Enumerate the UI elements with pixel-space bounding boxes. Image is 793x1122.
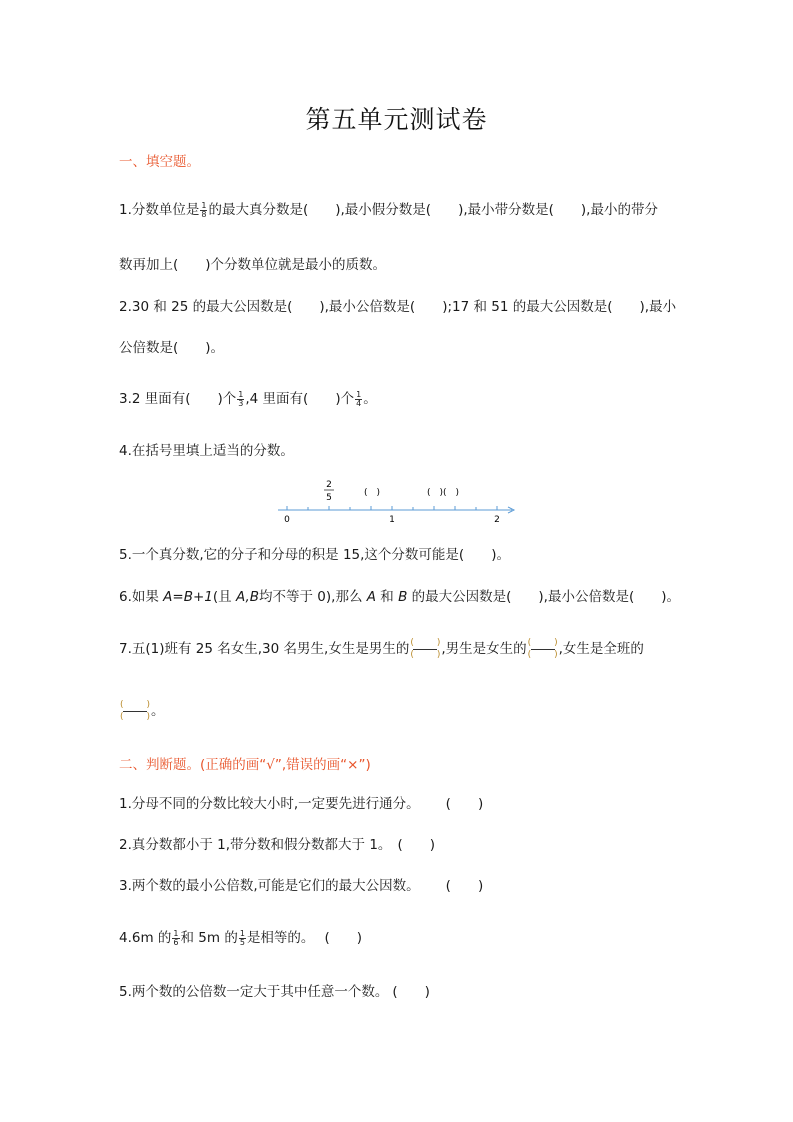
q6-text-a: 6.如果 (119, 589, 164, 605)
q1-text-a: 1.分数单位是 (119, 202, 200, 218)
fraction-1-6: $\frac{1}{6}$ (173, 928, 179, 947)
question-3 (119, 389, 377, 409)
fraction-1-3: $\frac{1}{3}$ (238, 389, 244, 408)
question-2-line-1: 2.30 和 25 的最大公因数是( ),最小公倍数是( );17 和 51 的最大公因数是( ),最小 (119, 299, 677, 315)
judge-1 (119, 794, 483, 814)
page-title: 第五单元测试卷 (305, 105, 488, 134)
q6-text-d: 和 (375, 589, 399, 605)
judge-4-text-c: 是相等的。 (246, 930, 315, 946)
section-fill-blank-heading: 一、填空题。 (119, 154, 200, 170)
judge-4 (119, 928, 362, 948)
number-line-label-1: 1 (389, 515, 395, 525)
question-1-line-2: 数再加上( )个分数单位就是最小的质数。 (119, 257, 387, 273)
blank-fraction-3[interactable]: ( ) ( ) (120, 700, 150, 722)
number-line-svg (270, 476, 530, 526)
q7-text-a: 7.五(1)班有 25 名女生,30 名男生,女生是男生的 (119, 641, 410, 657)
q6-var-b: B (398, 589, 408, 605)
judge-4-text-b: 和 5m 的 (180, 930, 238, 946)
q6-expression: A=B+1 (163, 589, 213, 605)
q1-text-b: 的最大真分数是( ),最小假分数是( ),最小带分数是( ),最小的带分 (208, 202, 658, 218)
question-6 (119, 587, 680, 607)
q3-text-a: 3.2 里面有( )个 (119, 391, 237, 407)
number-line-ticks (287, 506, 497, 510)
question-1-line-1 (119, 200, 658, 220)
question-5: 5.一个真分数,它的分子和分母的积是 15,这个分数可能是( )。 (119, 547, 510, 563)
fraction-1-4: $\frac{1}{4}$ (356, 389, 362, 408)
q6-variables: A,B (235, 589, 259, 605)
q7-text-b: ,男生是女生的 (441, 641, 527, 657)
q3-text-b: ,4 里面有( )个 (245, 391, 355, 407)
number-line-label-2: 2 (494, 515, 500, 525)
fraction-1-5: $\frac{1}{5}$ (239, 928, 245, 947)
judge-2-answer[interactable]: ( ) (397, 837, 435, 853)
judge-4-text-a: 4.6m 的 (119, 930, 172, 946)
judge-3 (119, 876, 483, 896)
section-judge-heading: 二、判断题。(正确的画“√”,错误的画“×”) (119, 757, 371, 773)
judge-2 (119, 835, 435, 855)
question-7-line-1 (119, 638, 644, 660)
judge-4-answer[interactable]: ( ) (324, 930, 362, 946)
q3-text-c: 。 (363, 391, 377, 407)
judge-3-text: 3.两个数的最小公倍数,可能是它们的最大公因数。 (119, 878, 420, 894)
judge-5-answer[interactable]: ( ) (392, 984, 430, 1000)
blank-fraction-1[interactable]: ( ) ( ) (410, 638, 441, 660)
q6-text-e: 的最大公因数是( ),最小公倍数是( )。 (407, 589, 680, 605)
number-line-blank-2: ( )( ) (426, 488, 460, 498)
blank-fraction-2[interactable]: ( ) ( ) (527, 638, 558, 660)
question-7-line-2 (119, 700, 165, 722)
judge-5 (119, 982, 430, 1002)
q6-text-c: 均不等于 0),那么 (259, 589, 367, 605)
number-line-figure (270, 476, 530, 530)
q7-end: 。 (151, 703, 165, 719)
question-2-line-2: 公倍数是( )。 (119, 340, 225, 356)
q7-text-c: ,女生是全班的 (558, 641, 644, 657)
q6-text-b: (且 (212, 589, 236, 605)
q6-var-a: A (366, 589, 376, 605)
fraction-1-8: $\frac{1}{8}$ (201, 200, 207, 219)
judge-5-text: 5.两个数的公倍数一定大于其中任意一个数。 (119, 984, 389, 1000)
judge-1-text: 1.分母不同的分数比较大小时,一定要先进行通分。 (119, 796, 420, 812)
judge-1-answer[interactable]: ( ) (445, 796, 484, 812)
judge-3-answer[interactable]: ( ) (445, 878, 484, 894)
number-line-blank-1: ( ) (363, 488, 381, 498)
judge-2-text: 2.真分数都小于 1,带分数和假分数都大于 1。 (119, 837, 392, 853)
number-line-label-0: 0 (284, 515, 290, 525)
question-4: 4.在括号里填上适当的分数。 (119, 443, 294, 459)
number-line-frac-num: 2 (326, 480, 332, 490)
number-line-frac-den: 5 (326, 493, 332, 503)
